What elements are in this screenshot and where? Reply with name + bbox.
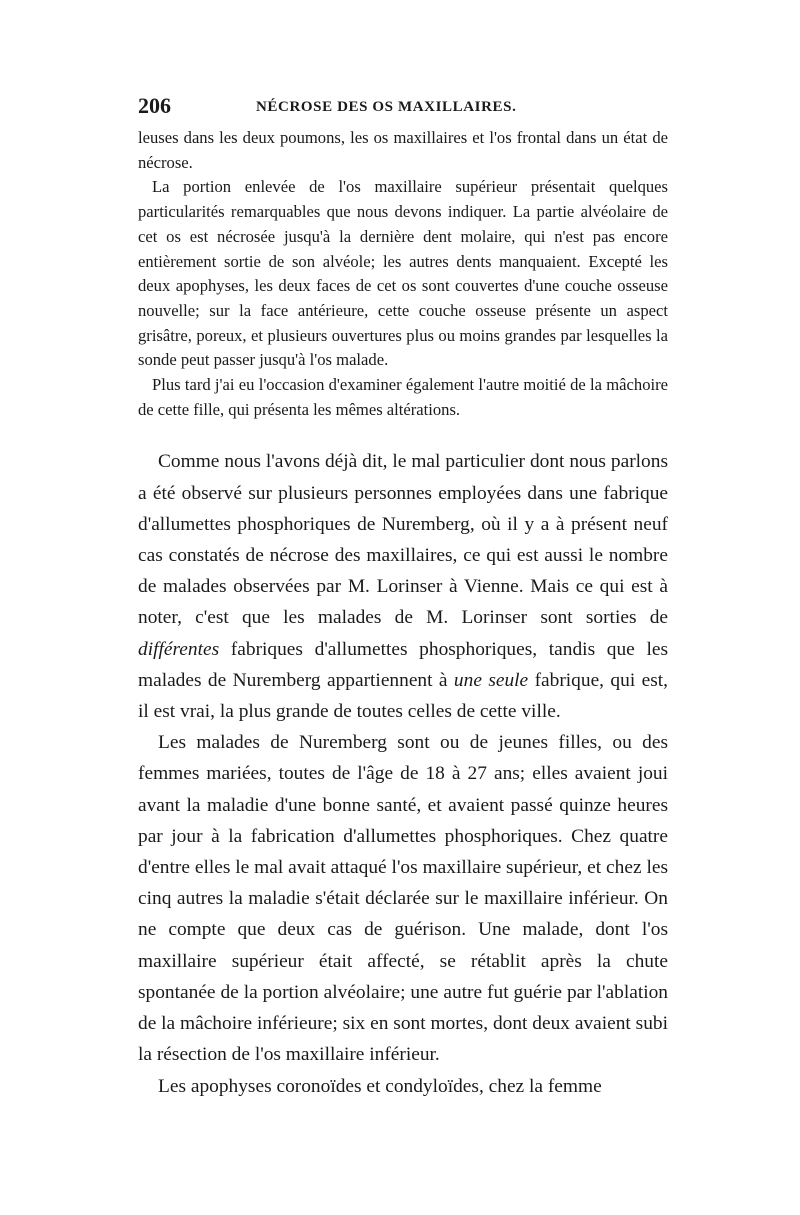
text-span: fabriques d'allumettes phosphoriques, tandis que les malades de Nuremberg appartiennent à [138, 638, 668, 691]
paragraph-comme-nous [138, 446, 668, 727]
page-number: 206 [138, 93, 171, 118]
main-text-block [138, 446, 668, 1101]
emphasis-une-seule: une seule [453, 669, 529, 691]
text-span: fabrique, qui est, il est vrai, la plus grande de toutes celles de cette ville. [138, 669, 668, 723]
emphasis-differentes: différentes [138, 638, 220, 660]
paragraph-les-malades: Les malades de Nuremberg sont ou de jeunes filles, ou des femmes mariées, toutes de l'âge de 18 à 27 ans; elles avaient joui avant la maladie d'une bonne santé, et avaient passé quinze heures par jour à la fabrication d'allumettes phosphoriques. Chez quatre d'entre elles le mal avait attaqué l'os maxillaire supérieur, et chez les cinq autres la maladie s'était déclarée sur le maxillaire inférieur. On ne compte que deux cas de guérison. Une malade, dont l'os maxillaire supérieur était affecté, se rétablit après la chute spontanée de la portion alvéolaire; une autre fut guérie par l'ablation de la mâchoire inférieure; six en sont mortes, dont deux avaient subi la résection de l'os maxillaire inférieur. [138, 732, 668, 1066]
paragraph-plus-tard: Plus tard j'ai eu l'occasion d'examiner également l'autre moitié de la mâchoire de cette fille, qui présenta les mêmes altérations. [138, 375, 668, 419]
running-title: NÉCROSE DES OS MAXILLAIRES. [256, 99, 517, 115]
paragraph-continued: leuses dans les deux poumons, les os maxillaires et l'os frontal dans un état de nécrose. [138, 128, 668, 172]
page-header [138, 92, 668, 126]
small-print-block [138, 126, 668, 422]
paragraph-portion-enlevee: La portion enlevée de l'os maxillaire supérieur présentait quelques particularités remarquables que nous devons indiquer. La partie alvéolaire de cet os est nécrosée jusqu'à la dernière dent molaire, qui n'est pas encore entièrement sortie de son alvéole; les autres dents manquaient. Excepté les deux apophyses, les deux faces de cet os sont couvertes d'une couche osseuse nouvelle; sur la face antérieure, cette couche osseuse présente un aspect grisâtre, poreux, et plusieurs ouvertures plus ou moins grandes par lesquelles la sonde peut passer jusqu'à l'os malade. [138, 177, 668, 370]
text-span: Comme nous l'avons déjà dit, le mal particulier dont nous parlons a été observé sur plusieurs personnes employées dans une fabrique d'allumettes phosphoriques de Nuremberg, où il y a à présent neuf cas constatés de nécrose des maxillaires, ce qui est aussi le nombre de malades observées par M. Lorinser à Vienne. Mais ce qui est à noter, c'est que les malades de M. Lorinser sont sorties de [138, 451, 668, 629]
book-page [138, 92, 668, 1102]
paragraph-les-apophyses: Les apophyses coronoïdes et condyloïdes, chez la femme [158, 1075, 602, 1097]
